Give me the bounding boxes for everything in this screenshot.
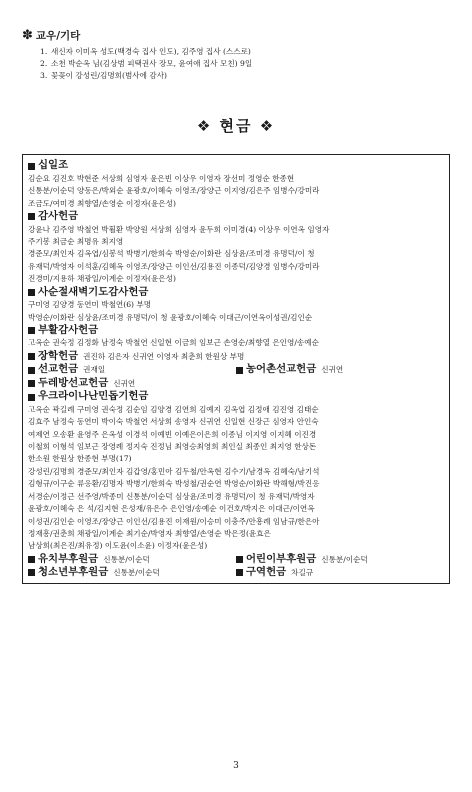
durebang-names: 신귀연: [113, 378, 136, 388]
square-bullet-icon: [28, 289, 35, 296]
offering-title: ❖ 현금 ❖: [196, 117, 276, 136]
section-heading-tithe: 십일조: [28, 159, 444, 173]
scholarship-names: 권진하 김은자 신귀연 이영자 최춘희 한원상 부명: [83, 351, 245, 361]
square-bullet-icon: [28, 380, 35, 387]
section-heading-relief: 구역헌금 차길규: [236, 566, 444, 580]
section-heading-rural: 농어촌선교헌금 신귀연: [236, 363, 444, 377]
children-names: 신통분/이순덕: [321, 554, 368, 564]
section-heading-children: 어린이부후원금 신통분/이순덕: [236, 553, 444, 567]
square-bullet-icon: [28, 394, 35, 401]
offering-box: [22, 154, 450, 583]
section-body-tithe: 김순요 김진호 박현준 서상희 심영자 윤은빈 이상우 이영자 장선미 정영순 한종현 신통분/이순덕 양동은/박외순 윤광호/이혜숙 이영조/장양근 이지영/김은주 임병수/강미라 조금도/여미경 최향열/손영순 이정자(윤은성): [28, 173, 320, 208]
square-bullet-icon: [236, 367, 243, 374]
section-heading-easter: 부활감사헌금: [28, 324, 444, 338]
toddler-names: 신통분/이순덕: [103, 554, 150, 564]
youth-names: 신통분/이순덕: [113, 568, 160, 578]
square-bullet-icon: [28, 327, 35, 334]
mission-names: 권재일: [83, 365, 106, 375]
bulletin-page: [22, 28, 450, 584]
list-item: 2. 소천 박순옥 님(김상범 피택권사 장모, 윤여애 집사 모친) 9일: [40, 58, 253, 68]
square-bullet-icon: [28, 353, 35, 360]
page-number: 3: [233, 761, 239, 771]
section-body-thanks: 강윤나 김주영 박철연 박횔환 박양원 서상희 심영자 윤두희 이미경(4) 이상우 이연옥 임영자 주기봉 최금순 최명유 최지영 경준모/최인자 김옥엽/심봉석 박병기/한희숙 박영순/이화란 심상윤/조미경 유명덕/이 청 유재덕/박영자 이석훈/김혜옥 이영조/장양근 이인선/김용진 이종덕/김양경 임병수/강미라 진경미/지용하 채광일/이계순 이정자(윤은성): [28, 224, 330, 284]
section-heading-dawn: 사순절새벽기도감사헌금: [28, 286, 444, 300]
square-bullet-icon: [28, 569, 35, 576]
kyo-title: 교우/기타: [35, 30, 81, 42]
list-item: 1. 새신자 이미옥 성도(백경숙 집사 인도), 김주영 집사 (스스로): [40, 47, 251, 56]
section-body-ukraine: 고옥순 곽길례 구미영 권숙정 김순임 김양경 김연희 김예지 김옥엽 김정애 김진영 김태순 김효주 남정숙 동연미 박이숙 박철연 서상희 송영자 신귀연 신일현 신장근 심영자 안인숙 여제연 오송환 윤영주 은옥성 이경석 이예빈 이예은이은희 이종님 이지영 이지혜 이진경 이철희 이형석 임보근 장영례 정지숙 진정님 최영승최영희 최인실 최종인 최지영 한상돈 한소원 한원상 한종현 부명(17) 강성린/김명희 경준모/최인자 김갑영/홍민아 김두철/안옥현 김수기/남경옥 김혜숙/남기석 김형규/이구순 류응환/김명자 박병기/한희숙 박성철/권순연 박영순/이화란 박해형/박진응 서경순/이정근 선주영/박종미 신통분/이순덕 심상윤/조미경 유명덕/이 청 유재덕/박영자 윤광호/이혜숙 은 석/김지현 은성재/유은수 은인영/송예순 이건호/박지은 이대근/이연옥 이성권/김인순 이영조/장양근 이인선/김용진 이재원/이승미 이충주/안흥례 임남규/한은아 정재흥/권춘희 채광일/이계순 최기순/박영자 최향열/손영순 박은정(윤효은 남상희(최은진/최유정) 이도윤(이소윤) 이정자(윤은성): [28, 404, 320, 551]
asterisk-icon: ✽: [22, 28, 33, 43]
square-bullet-icon: [28, 556, 35, 563]
square-bullet-icon: [236, 556, 243, 563]
relief-names: 차길규: [291, 568, 314, 578]
square-bullet-icon: [28, 367, 35, 374]
section-heading-toddler: 유치부후원금 신통분/이순덕: [28, 553, 236, 567]
section-body-easter: 고옥순 권숙정 김정화 남정숙 박철연 신일현 이금희 임보근 손영순/최향열 은인영/송예순: [28, 338, 319, 348]
mission-rural-row: [28, 363, 444, 377]
list-item: 3. 꽃꽂이 강성린/김명희(범사에 감사): [40, 70, 168, 80]
square-bullet-icon: [236, 569, 243, 576]
kyo-heading: [22, 28, 450, 43]
square-bullet-icon: [28, 213, 35, 220]
toddler-children-row: [28, 553, 444, 567]
section-heading-ukraine: 우크라이나난민돕기헌금: [28, 390, 444, 404]
section-heading-scholarship: 장학헌금 권진하 김은자 신귀연 이영자 최춘희 한원상 부명: [28, 350, 444, 364]
kyo-list: [22, 46, 450, 81]
section-heading-durebang: 두레방선교헌금 신귀연: [28, 377, 444, 391]
youth-relief-row: [28, 566, 444, 580]
section-heading-thanks: 감사헌금: [28, 210, 444, 224]
section-heading-mission: 선교헌금 권재일: [28, 363, 236, 377]
square-bullet-icon: [28, 163, 35, 170]
section-body-dawn: 구미영 김양경 동연미 박철연(6) 부명 박영순/이화란 심상윤/조미경 유명덕/이 청 윤광호/이혜숙 이대근/이연옥이성권/김인순: [28, 300, 313, 322]
rural-names: 신귀연: [321, 365, 344, 375]
section-heading-youth: 청소년부후원금 신통분/이순덕: [28, 566, 236, 580]
